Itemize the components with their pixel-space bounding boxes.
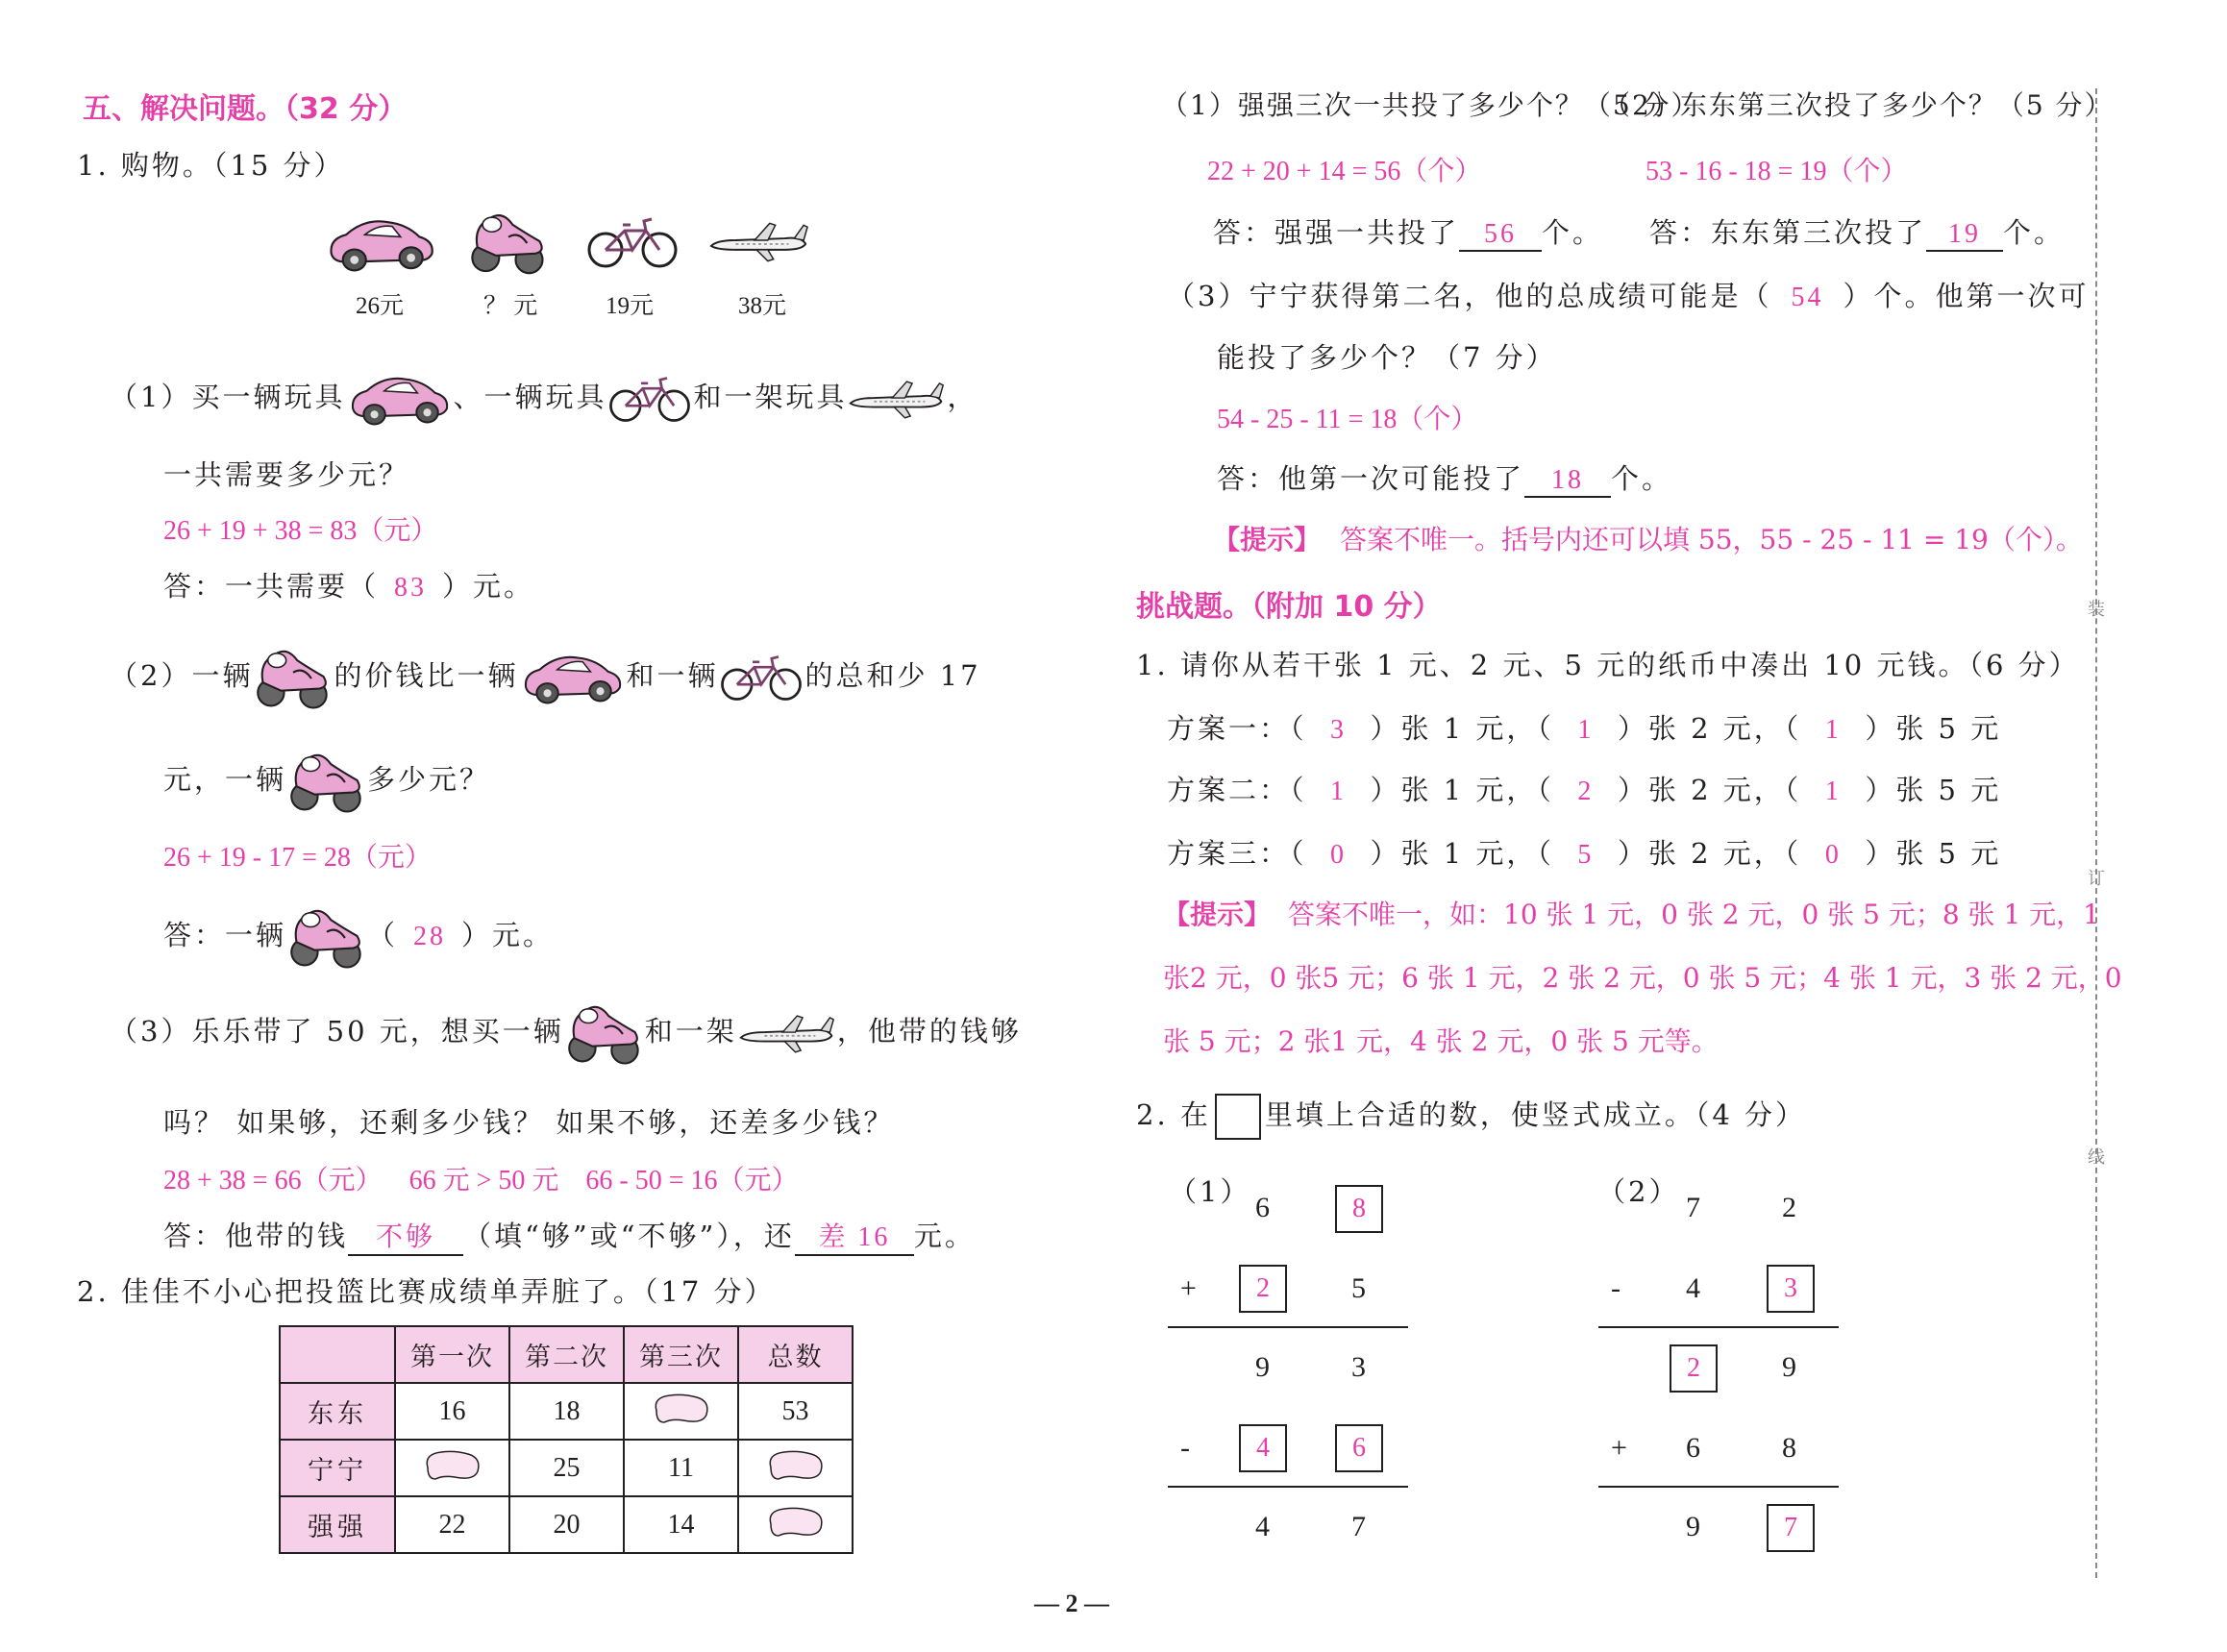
q2-3-line2: 能投了多少个？（7 分） [1217, 341, 1557, 374]
table-header-cell: 第二次 [509, 1326, 624, 1383]
plan-3: 方案三：（ 0 ）张 1 元，（ 5 ）张 2 元，（ 0 ）张 5 元 [1167, 837, 2002, 870]
table-cell: 14 [624, 1496, 738, 1553]
v1-r2-ones: 5 [1351, 1272, 1366, 1304]
v1-r4-tens-box: 4 [1239, 1424, 1287, 1472]
v1-line-1 [1168, 1326, 1408, 1328]
v1-label: （1） [1169, 1175, 1251, 1208]
airplane-price: 38元 [738, 293, 787, 319]
challenge-title: 挑战题。（附加 10 分） [1136, 590, 1442, 624]
bicycle-icon [606, 372, 693, 426]
v2-r3-tens-box: 2 [1670, 1344, 1718, 1393]
calc-2: 53 - 16 - 18 = 19（个） [1646, 157, 1908, 186]
table-row-header: 强强 [280, 1496, 395, 1553]
p2-calc: 26 + 19 - 17 = 28（元） [163, 843, 432, 873]
v2-r2-ones-box: 3 [1767, 1265, 1815, 1313]
v2-op1: - [1611, 1272, 1621, 1304]
calc-3: 54 - 25 - 11 = 18（个） [1217, 405, 1478, 434]
motorcycle-icon [253, 642, 334, 713]
table-cell: 16 [395, 1383, 509, 1440]
stained-cell [395, 1440, 509, 1496]
v1-r4-ones-box: 6 [1335, 1424, 1383, 1472]
bicycle-price: 19元 [606, 293, 655, 319]
v1-r1-ones-box: 8 [1335, 1185, 1383, 1233]
table-row [280, 1383, 853, 1440]
hint-2-line3: 张 5 元；2 张1 元，4 张 2 元，0 张 5 元等。 [1163, 1025, 1719, 1057]
v1-r3-ones: 3 [1351, 1351, 1366, 1383]
p3-line2: 吗？ 如果够，还剩多少钱？ 如果不够，还差多少钱？ [163, 1106, 895, 1139]
answer-3-value: 18 [1524, 465, 1611, 498]
stained-cell [738, 1496, 853, 1553]
binding-label: 装 [2088, 600, 2105, 620]
plan-1: 方案一：（ 3 ）张 1 元，（ 1 ）张 2 元，（ 1 ）张 5 元 [1167, 712, 2002, 745]
p2-line2: 元，一辆 多少元？ [163, 746, 490, 817]
page-number: — 2 — [1034, 1590, 1109, 1617]
stained-cell [738, 1440, 853, 1496]
table-header-cell: 总数 [738, 1326, 853, 1383]
hint-1: 【提示】 答案不唯一。括号内还可以填 55，55 - 25 - 11 = 19（个）。 [1213, 524, 2083, 555]
plan-3-twos: 5 [1577, 840, 1595, 870]
table-row [280, 1496, 853, 1553]
p1-line1: （1）买一辆玩具 、一辆玩具 和一架玩具 ， [110, 369, 978, 429]
q2-2: （2）东东第三次投了多少个？（5 分） [1603, 89, 2114, 121]
table-cell: 18 [509, 1383, 624, 1440]
p3-answer-diff: 差 16 [795, 1216, 914, 1256]
v1-r1-tens: 6 [1255, 1192, 1270, 1223]
airplane-image [707, 217, 811, 265]
bicycle-icon [718, 651, 804, 704]
plan-1-fives: 1 [1824, 715, 1842, 745]
airplane-icon [847, 375, 947, 423]
table-cell: 25 [509, 1440, 624, 1496]
v2-r1-tens: 7 [1686, 1192, 1700, 1223]
v2-r5-ones-box: 7 [1767, 1504, 1815, 1552]
plan-2-twos: 2 [1577, 777, 1595, 806]
v1-r5-tens: 4 [1255, 1511, 1270, 1542]
table-row-header: 宁宁 [280, 1440, 395, 1496]
answer-3: 答：他第一次可能投了 18 个。 [1217, 457, 1672, 498]
v1-op2: - [1180, 1432, 1190, 1464]
v2-op2: + [1611, 1432, 1627, 1464]
airplane-icon [737, 1009, 837, 1057]
v2-r3-ones: 9 [1782, 1351, 1796, 1383]
v2-line-1 [1598, 1326, 1839, 1328]
q1-title: 1. 购物。（15 分） [77, 149, 345, 182]
v1-r2-tens-box: 2 [1239, 1265, 1287, 1313]
table-header-row [280, 1326, 853, 1383]
q2-1: （1）强强三次一共投了多少个？（5 分） [1161, 89, 1700, 121]
stain-icon [765, 1503, 827, 1540]
table-row [280, 1440, 853, 1496]
p1-calc: 26 + 19 + 38 = 83（元） [163, 516, 438, 546]
hint-2-line2: 张2 元，0 张5 元；6 张 1 元，2 张 2 元，0 张 5 元；4 张 1 元，3 张 2 元，0 [1163, 962, 2122, 994]
binding-label: 线 [2088, 1147, 2105, 1168]
q2-3-line1: （3）宁宁获得第二名，他的总成绩可能是（ 54 ）个。他第一次可 [1167, 280, 2090, 312]
plan-2-ones: 1 [1330, 777, 1348, 806]
table-cell: 11 [624, 1440, 738, 1496]
p3-answer: 答：他带的钱 不够 （填“够”或“不够”），还 差 16 元。 [163, 1215, 976, 1256]
p3-calc: 28 + 38 = 66（元） 66 元 > 50 元 66 - 50 = 16（元） [163, 1166, 799, 1196]
v1-r5-ones: 7 [1351, 1511, 1366, 1542]
car-image [323, 210, 438, 277]
motorcycle-image [467, 206, 550, 279]
v1-line-2 [1168, 1486, 1408, 1488]
table-cell: 22 [395, 1496, 509, 1553]
car-price: 26元 [356, 293, 405, 319]
v2-r5-tens: 9 [1686, 1511, 1700, 1542]
answer-1: 答：强强一共投了 56 个。 [1213, 211, 1603, 252]
challenge-1: 1. 请你从若干张 1 元、2 元、5 元的纸币中凑出 10 元钱。（6 分） [1136, 649, 2080, 681]
p2-answer: 答：一辆 （ 28 ）元。 [163, 901, 554, 973]
v2-r1-ones: 2 [1782, 1192, 1796, 1223]
plan-3-ones: 0 [1330, 840, 1348, 870]
p3-answer-enough: 不够 [348, 1216, 463, 1256]
answer-2-value: 19 [1926, 219, 2003, 252]
q2-3-value: 54 [1791, 283, 1824, 312]
binding-dashed-line [2095, 88, 2097, 1578]
p2-line1: （2）一辆 的价钱比一辆 和一辆 的总和少 17 [110, 642, 981, 713]
motorcycle-icon [286, 746, 367, 817]
v1-r3-tens: 9 [1255, 1351, 1270, 1383]
hint-2-line1: 【提示】 答案不唯一，如：10 张 1 元，0 张 2 元，0 张 5 元；8 张 1 元，1 [1163, 899, 2100, 930]
table-row-header: 东东 [280, 1383, 395, 1440]
plan-1-twos: 1 [1577, 715, 1595, 745]
plan-1-ones: 3 [1330, 715, 1348, 745]
v2-r4-tens: 6 [1686, 1432, 1700, 1464]
p1-answer: 答：一共需要（ 83 ）元。 [163, 570, 535, 603]
v2-line-2 [1598, 1486, 1839, 1488]
q2-title: 2. 佳佳不小心把投篮比赛成绩单弄脏了。（17 分） [77, 1275, 776, 1308]
section-title: 五、解决问题。（32 分） [83, 92, 408, 126]
stained-cell [624, 1383, 738, 1440]
answer-1-value: 56 [1459, 219, 1542, 252]
table-header-cell [280, 1326, 395, 1383]
plan-3-fives: 0 [1824, 840, 1842, 870]
p1-answer-value: 83 [394, 573, 428, 603]
motorcycle-price: ？ 元 [483, 293, 538, 319]
stain-icon [422, 1446, 483, 1483]
bicycle-image [584, 213, 680, 271]
stain-icon [651, 1390, 712, 1426]
answer-2: 答：东东第三次投了 19 个。 [1649, 211, 2065, 252]
car-icon [345, 369, 453, 429]
table-header-cell: 第一次 [395, 1326, 509, 1383]
calc-1: 22 + 20 + 14 = 56（个） [1207, 157, 1482, 186]
car-icon [518, 648, 626, 707]
blank-box-icon [1215, 1094, 1261, 1140]
p1-line2: 一共需要多少元？ [163, 458, 410, 491]
table-header-cell: 第三次 [624, 1326, 738, 1383]
p3-line1: （3）乐乐带了 50 元，想买一辆 和一架 ，他带的钱够 [110, 998, 1022, 1069]
motorcycle-icon [286, 901, 367, 973]
motorcycle-icon [564, 998, 645, 1069]
v2-label: （2） [1597, 1175, 1680, 1208]
stain-icon [765, 1446, 827, 1483]
table-cell: 20 [509, 1496, 624, 1553]
plan-2: 方案二：（ 1 ）张 1 元，（ 2 ）张 2 元，（ 1 ）张 5 元 [1167, 774, 2002, 806]
v2-r2-tens: 4 [1686, 1272, 1700, 1304]
v2-r4-ones: 8 [1782, 1432, 1796, 1464]
binding-label: 订 [2088, 869, 2105, 889]
v1-op1: + [1180, 1272, 1197, 1304]
table-cell: 53 [738, 1383, 853, 1440]
challenge-2: 2. 在 里填上合适的数，使竖式成立。（4 分） [1136, 1094, 1806, 1140]
p2-answer-value: 28 [413, 922, 447, 951]
score-table [279, 1325, 854, 1554]
plan-2-fives: 1 [1824, 777, 1842, 806]
